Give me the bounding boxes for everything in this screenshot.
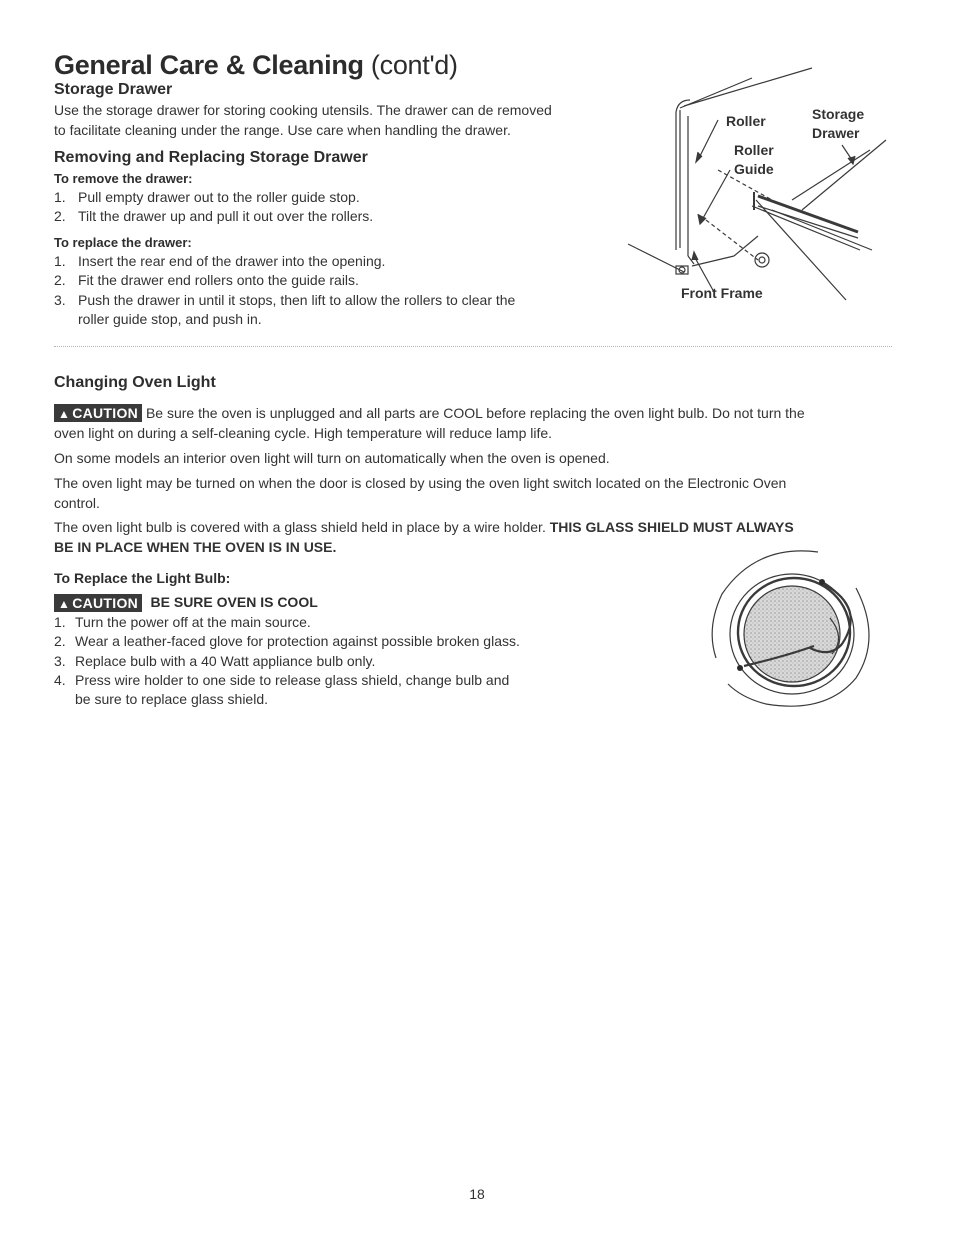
remove-drawer-label: To remove the drawer: <box>54 171 193 186</box>
oven-light-diagram <box>706 548 882 712</box>
page-title-main: General Care & Cleaning <box>54 50 364 80</box>
front-frame-label: Front Frame <box>681 285 763 301</box>
wire-clip-icon <box>737 665 743 671</box>
page-title-suffix: (cont'd) <box>370 50 458 80</box>
storage-drawer-diagram <box>622 60 902 320</box>
page-title <box>54 50 458 81</box>
remove-drawer-steps <box>54 188 624 227</box>
list-item: 3. Push the drawer in until it stops, then lift to allow the rollers to clear the roller guide stop, and push in. <box>54 291 516 327</box>
caution-cool-row <box>54 594 318 612</box>
caution-text-line-1: Be sure the oven is unplugged and all parts are COOL before replacing the oven light bulb. Do not turn the <box>145 405 805 421</box>
light-switch-line-1: The oven light may be turned on when the door is closed by using the oven light switch located on the Electronic Oven <box>54 475 787 491</box>
list-item: 2. Tilt the drawer up and pull it out over the rollers. <box>54 208 374 225</box>
storage-drawer-intro-line-1: Use the storage drawer for storing cooking utensils. The drawer can de removed <box>54 102 552 118</box>
list-item: 1. Insert the rear end of the drawer into the opening. <box>54 253 386 269</box>
glass-shield-line-1: The oven light bulb is covered with a glass shield held in place by a wire holder. <box>54 519 546 535</box>
storage-drawer-label-line-2: Drawer <box>812 125 860 141</box>
changing-oven-light-heading: Changing Oven Light <box>54 374 216 391</box>
list-item: 2. Wear a leather-faced glove for protection against possible broken glass. <box>54 633 520 650</box>
page-number: 18 <box>469 1186 485 1202</box>
list-item: 4. Press wire holder to one side to release glass shield, change bulb and be sure to replace glass shield. <box>54 671 510 708</box>
storage-drawer-intro-line-2: to facilitate cleaning under the range. Use care when handling the drawer. <box>54 121 511 138</box>
glass-shield-warning-1: THIS GLASS SHIELD MUST ALWAYS <box>549 519 794 535</box>
storage-drawer-heading: Storage Drawer <box>54 81 173 98</box>
removing-replacing-heading: Removing and Replacing Storage Drawer <box>54 149 368 166</box>
caution-paragraph <box>54 404 904 443</box>
replace-bulb-steps <box>54 613 654 709</box>
caution-text-line-2: oven light on during a self-cleaning cycle. High temperature will reduce lamp life. <box>54 424 553 441</box>
roller-guide-label-line-2: Guide <box>734 161 774 177</box>
caution-cool-text: BE SURE OVEN IS COOL <box>150 594 318 610</box>
storage-drawer-intro <box>54 101 624 140</box>
glass-shield-warning-2: BE IN PLACE WHEN THE OVEN IS IN USE. <box>54 538 337 555</box>
warning-triangle-icon: ▲ <box>58 597 71 611</box>
auto-light-paragraph: On some models an interior oven light will turn on automatically when the oven is opened. <box>54 450 610 466</box>
section-divider <box>54 346 892 347</box>
list-item: 1. Pull empty drawer out to the roller guide stop. <box>54 189 360 205</box>
replace-drawer-label: To replace the drawer: <box>54 235 192 250</box>
wire-clip-icon <box>819 579 825 585</box>
list-item: 2. Fit the drawer end rollers onto the guide rails. <box>54 272 359 289</box>
caution-badge: ▲ CAUTION <box>54 404 142 422</box>
replace-bulb-label: To Replace the Light Bulb: <box>54 570 231 586</box>
storage-drawer-label-line-1: Storage <box>812 106 865 122</box>
list-item: 1. Turn the power off at the main source. <box>54 614 311 630</box>
list-item: 3. Replace bulb with a 40 Watt appliance bulb only. <box>54 652 376 669</box>
light-switch-line-2: control. <box>54 494 100 511</box>
roller-guide-label-line-1: Roller <box>734 142 774 158</box>
roller-label: Roller <box>726 113 766 129</box>
warning-triangle-icon: ▲ <box>58 407 71 421</box>
caution-badge-2: ▲ CAUTION <box>54 594 142 612</box>
light-switch-paragraph <box>54 474 904 513</box>
replace-drawer-steps <box>54 252 624 329</box>
